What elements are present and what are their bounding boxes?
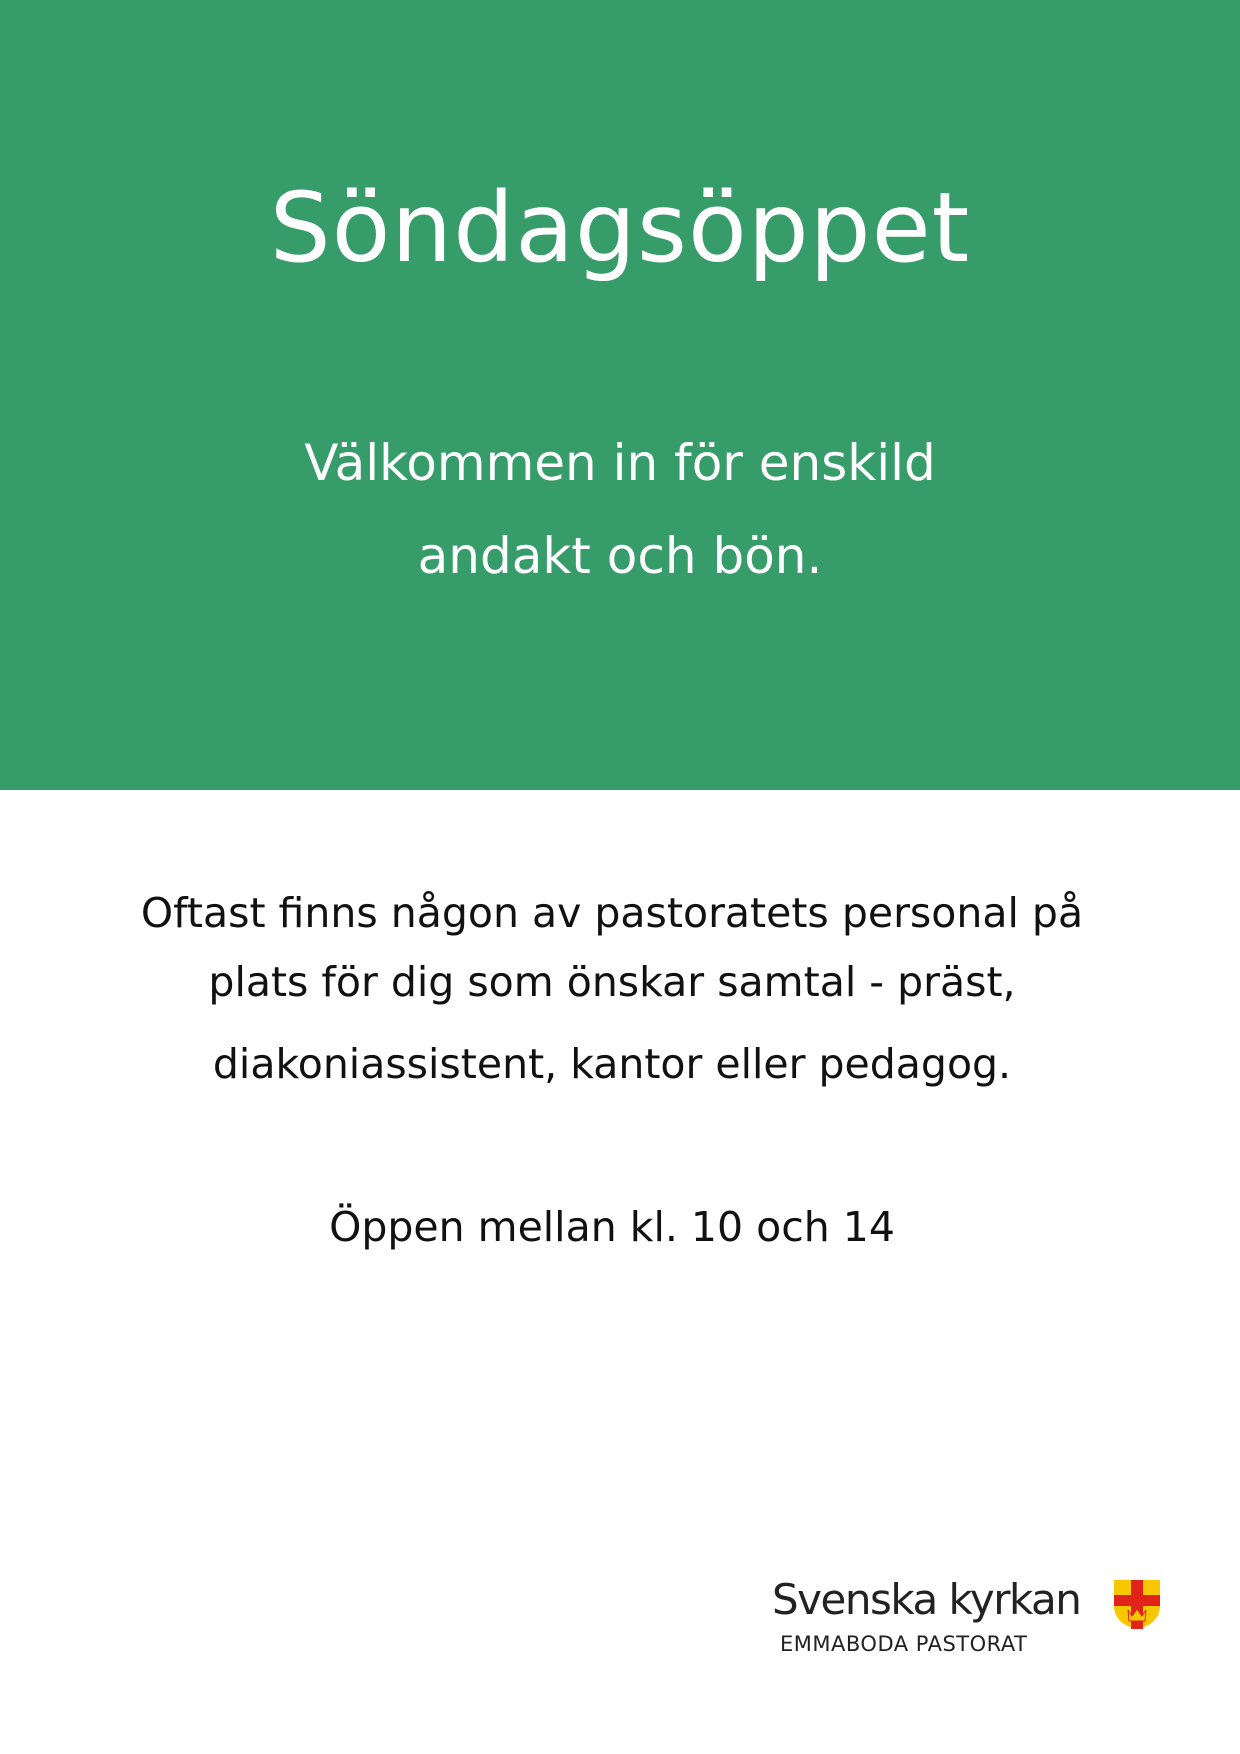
welcome-text-line-2: andakt och bön. bbox=[417, 527, 823, 585]
page-title: Söndagsöppet bbox=[269, 172, 971, 284]
info-text-line-3: diakoniassistent, kantor eller pedagog. bbox=[212, 1040, 1012, 1088]
logo-subtitle: EMMABODA PASTORAT bbox=[780, 1632, 1028, 1656]
church-cross-crown-shield-icon bbox=[1112, 1578, 1162, 1630]
svenska-kyrkan-logo bbox=[772, 1572, 1162, 1656]
logo-name: Svenska kyrkan bbox=[772, 1575, 1081, 1624]
opening-hours-text: Öppen mellan kl. 10 och 14 bbox=[329, 1203, 895, 1251]
info-text-line-1: Oftast finns någon av pastoratets personal på bbox=[140, 889, 1084, 937]
welcome-text-line-1: Välkommen in för enskild bbox=[304, 434, 936, 492]
hero-banner bbox=[0, 0, 1240, 790]
info-text-line-2: plats för dig som önskar samtal - präst, bbox=[208, 958, 1016, 1006]
